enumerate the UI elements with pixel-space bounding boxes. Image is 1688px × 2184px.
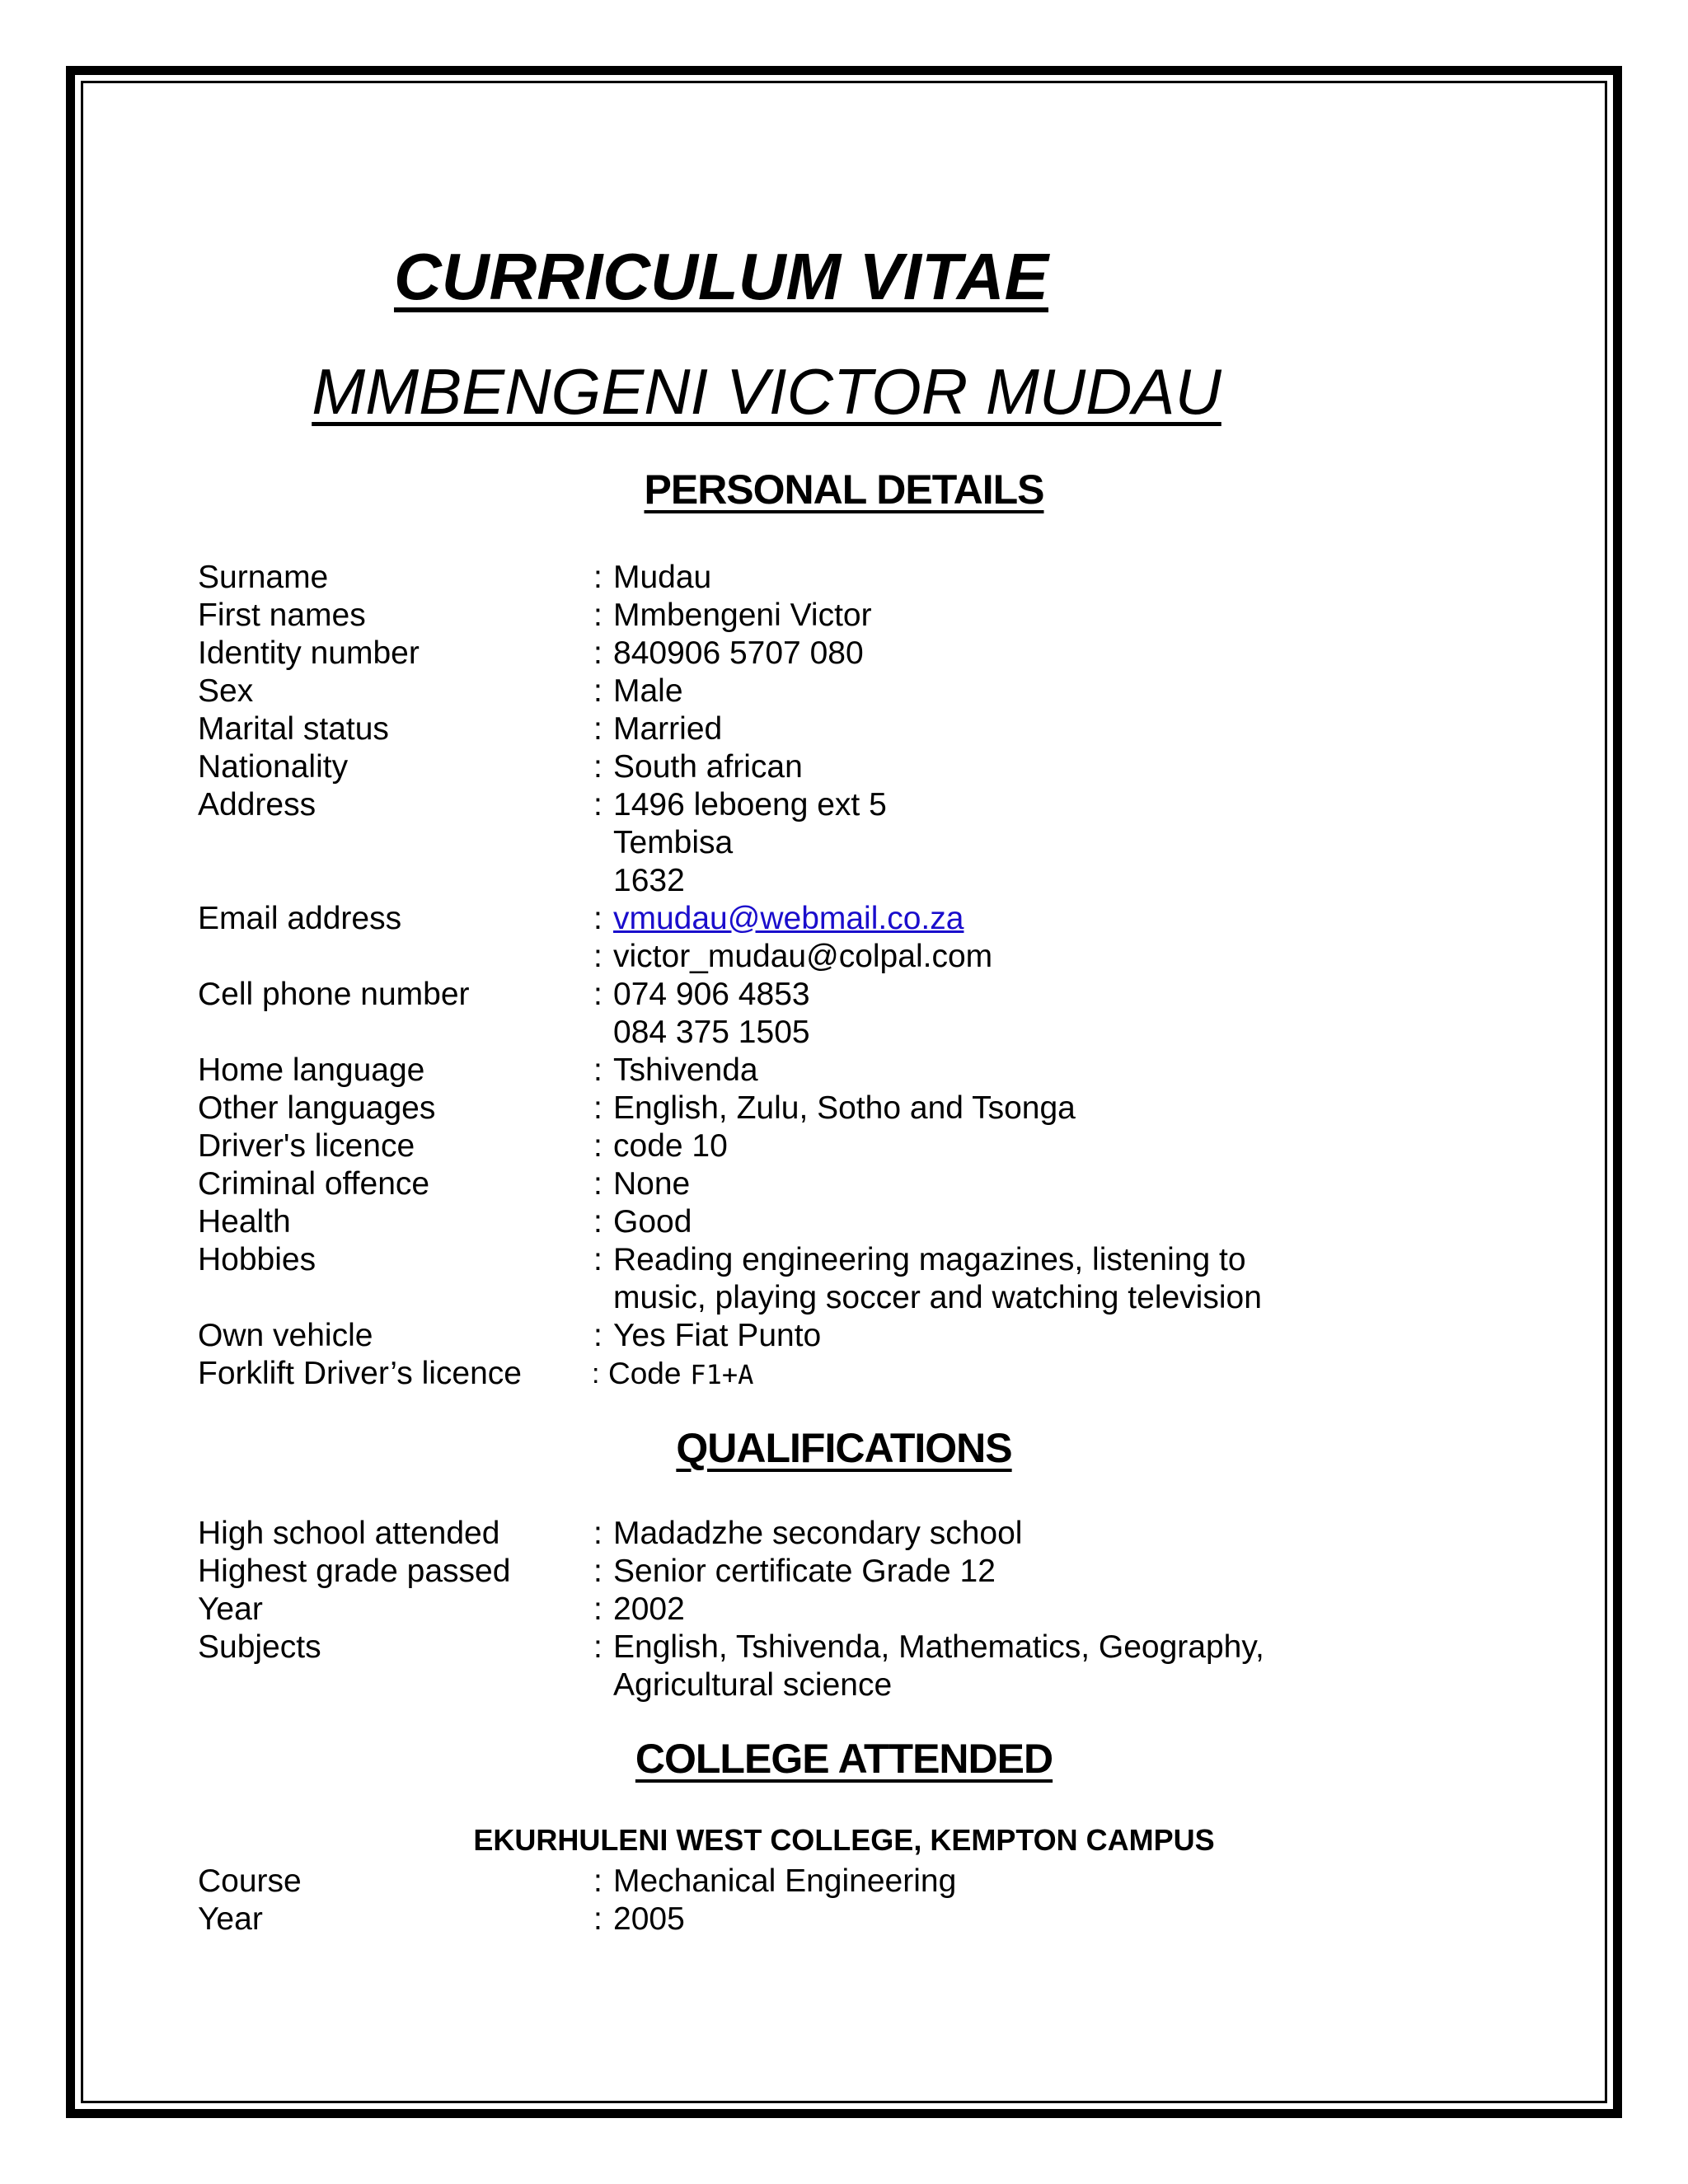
- row-value: music, playing soccer and watching television: [613, 1280, 1262, 1315]
- row-label: Marital status: [198, 711, 389, 747]
- row-value: Senior certificate Grade 12: [613, 1554, 996, 1589]
- email-link[interactable]: vmudau@webmail.co.za: [613, 901, 964, 936]
- personal-details-heading: PERSONAL DETAILS: [644, 466, 1044, 513]
- row-label: Driver's licence: [198, 1128, 415, 1164]
- row-label: Nationality: [198, 749, 349, 785]
- row-label: Sex: [198, 673, 254, 709]
- row-value: 084 375 1505: [613, 1015, 810, 1050]
- row-label: Health: [198, 1204, 291, 1240]
- row-value: Agricultural science: [613, 1667, 893, 1703]
- row-value: Good: [613, 1204, 692, 1240]
- row-label: First names: [198, 598, 366, 633]
- row-value: victor_mudau@colpal.com: [613, 939, 993, 974]
- document-title: CURRICULUM VITAE: [393, 240, 1049, 313]
- row-label: Own vehicle: [198, 1318, 373, 1353]
- row-label: Email address: [198, 901, 402, 936]
- row-value: Tembisa: [613, 825, 734, 860]
- college-name: EKURHULENI WEST COLLEGE, KEMPTON CAMPUS: [473, 1823, 1215, 1857]
- row-value: English, Tshivenda, Mathematics, Geography,: [613, 1629, 1264, 1665]
- row-value: English, Zulu, Sotho and Tsonga: [613, 1090, 1076, 1126]
- row-value: Male: [613, 673, 683, 709]
- candidate-name: MMBENGENI VICTOR MUDAU: [312, 355, 1221, 428]
- row-label: High school attended: [198, 1516, 500, 1551]
- row-value: 2005: [613, 1901, 685, 1937]
- row-label: Hobbies: [198, 1242, 316, 1277]
- row-value: Yes Fiat Punto: [613, 1318, 822, 1353]
- row-label: Surname: [198, 560, 329, 595]
- row-value: Mudau: [613, 560, 712, 595]
- qualifications-heading: QUALIFICATIONS: [676, 1425, 1012, 1471]
- row-value: 1632: [613, 863, 685, 898]
- row-label: Year: [198, 1591, 263, 1627]
- row-value: Madadzhe secondary school: [613, 1516, 1023, 1551]
- row-label: Home language: [198, 1052, 425, 1088]
- row-label: Other languages: [198, 1090, 436, 1126]
- college-heading: COLLEGE ATTENDED: [635, 1736, 1053, 1782]
- row-value: code 10: [613, 1128, 728, 1164]
- row-label: Cell phone number: [198, 977, 470, 1012]
- row-label: Identity number: [198, 635, 420, 671]
- row-label: Criminal offence: [198, 1166, 430, 1202]
- row-label: Course: [198, 1863, 302, 1899]
- row-value: Mechanical Engineering: [613, 1863, 957, 1899]
- row-label: Highest grade passed: [198, 1554, 511, 1589]
- row-value: Married: [613, 711, 723, 747]
- row-value: Reading engineering magazines, listening to: [613, 1242, 1246, 1277]
- row-label: Subjects: [198, 1629, 321, 1665]
- row-label: Year: [198, 1901, 263, 1937]
- row-value: 2002: [613, 1591, 685, 1627]
- row-label: Forklift Driver’s licence: [198, 1356, 522, 1391]
- row-value: 074 906 4853: [613, 977, 810, 1012]
- row-value: Mmbengeni Victor: [613, 598, 872, 633]
- row-label: Address: [198, 787, 316, 823]
- row-value: 1496 leboeng ext 5: [613, 787, 887, 823]
- row-value: Code F1+A: [608, 1357, 754, 1390]
- row-value: South african: [613, 749, 803, 785]
- row-value: None: [613, 1166, 691, 1202]
- row-value: Tshivenda: [613, 1052, 758, 1088]
- row-value: 840906 5707 080: [613, 635, 864, 671]
